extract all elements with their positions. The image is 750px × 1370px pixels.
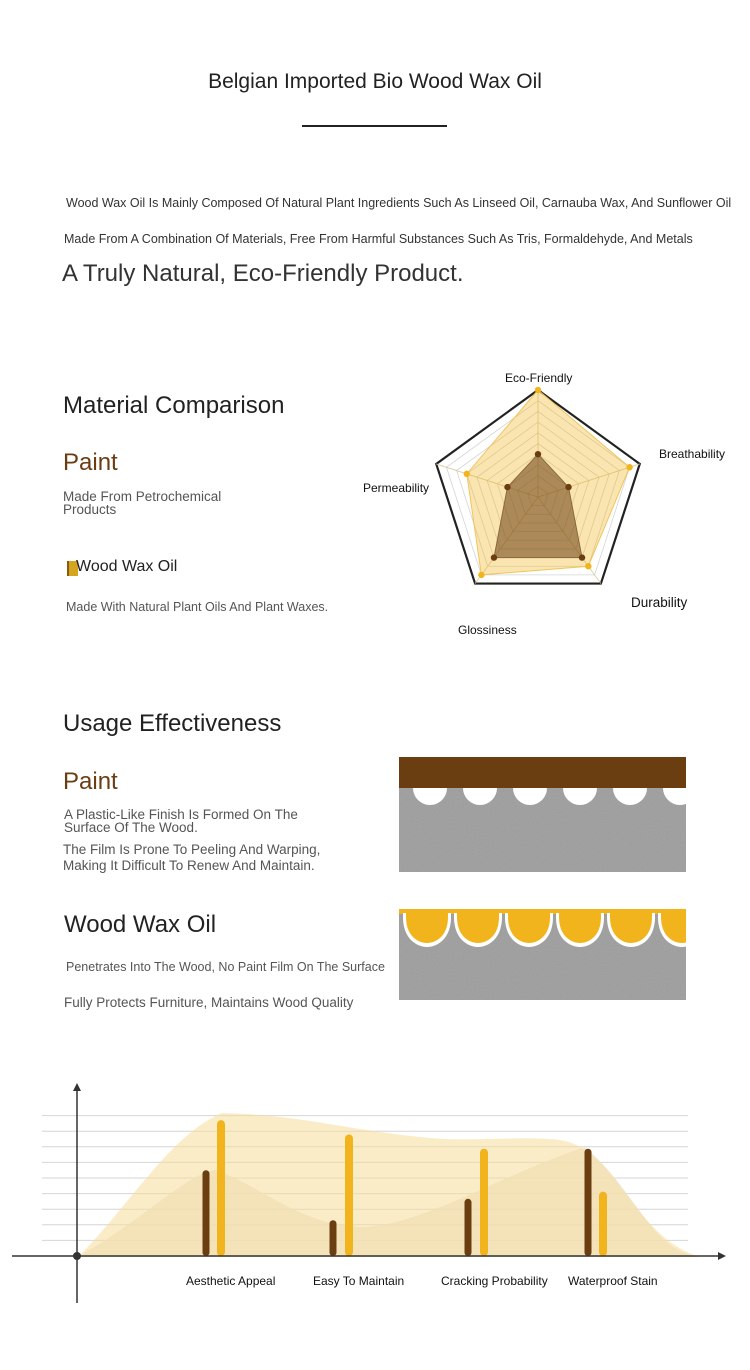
paint-title: Paint [63,449,118,476]
usage-wax-description-1: Penetrates Into The Wood, No Paint Film On The Surface [66,960,385,974]
chart-origin-dot [73,1252,81,1260]
chart-bar-paint [330,1220,337,1256]
chart-bar-paint [585,1149,592,1256]
chart-bar-paint [465,1199,472,1256]
radar-axis-label-permeability: Permeability [363,481,430,495]
usage-paint-description-1: A Plastic-Like Finish Is Formed On The Surface Of The Wood. [64,807,298,835]
wax-surface-illustration [399,909,686,1000]
usage-paint-title: Paint [63,768,118,795]
intro-line-1: Wood Wax Oil Is Mainly Composed Of Natural Plant Ingredients Such As Linseed Oil, Carnauba Wax, And Sunflower Oil [66,196,732,210]
chart-bar-paint [203,1170,210,1256]
radar-chart [350,365,750,645]
usage-effectiveness-heading: Usage Effectiveness [63,710,282,737]
title-underline [302,125,447,127]
radar-axis-label-eco-friendly: Eco-Friendly [505,371,573,385]
radar-point-paint [579,554,585,560]
radar-point-paint [565,484,571,490]
radar-point-paint [504,484,510,490]
chart-category-label: Aesthetic Appeal [186,1274,276,1288]
radar-point-paint [535,451,541,457]
chart-bar-wood_wax_oil [599,1192,607,1256]
radar-point-wood_wax_oil [585,563,591,569]
chart-bar-wood_wax_oil [480,1149,488,1256]
usage-wax-description-2: Fully Protects Furniture, Maintains Wood Quality [64,995,354,1010]
radar-point-wood_wax_oil [478,572,484,578]
tagline: A Truly Natural, Eco-Friendly Product. [62,260,464,287]
wood-wax-oil-title: Wood Wax Oil [76,558,178,575]
radar-point-wood_wax_oil [626,464,632,470]
y-axis-arrow-icon [73,1083,81,1091]
radar-point-wood_wax_oil [464,471,470,477]
paint-description: Made From Petrochemical Products [63,489,222,517]
chart-category-label: Easy To Maintain [313,1274,405,1288]
usage-wax-title: Wood Wax Oil [64,911,217,938]
chart-category-label: Cracking Probability [441,1274,548,1288]
radar-series [467,390,630,575]
radar-point-paint [491,554,497,560]
page-title: Belgian Imported Bio Wood Wax Oil [208,70,542,93]
chart-bar-wood_wax_oil [345,1134,353,1256]
wood-wax-oil-description: Made With Natural Plant Oils And Plant Waxes. [66,600,329,614]
radar-point-wood_wax_oil [535,387,541,393]
chart-category-label: Waterproof Stain [568,1274,658,1288]
radar-axis-label-durability: Durability [631,595,688,610]
usage-paint-description-2: The Film Is Prone To Peeling And Warping, Making It Difficult To Renew And Maintain. [63,842,321,873]
radar-axis-label-breathability: Breathability [659,447,726,461]
material-comparison-heading: Material Comparison [63,392,285,419]
radar-axis-label-glossiness: Glossiness [458,623,517,637]
paint-surface-illustration [399,757,686,872]
x-axis-arrow-icon [718,1252,726,1260]
chart-bar-wood_wax_oil [217,1120,225,1256]
intro-line-2: Made From A Combination Of Materials, Free From Harmful Substances Such As Tris, Formaldehyde, And Metals [64,232,693,246]
